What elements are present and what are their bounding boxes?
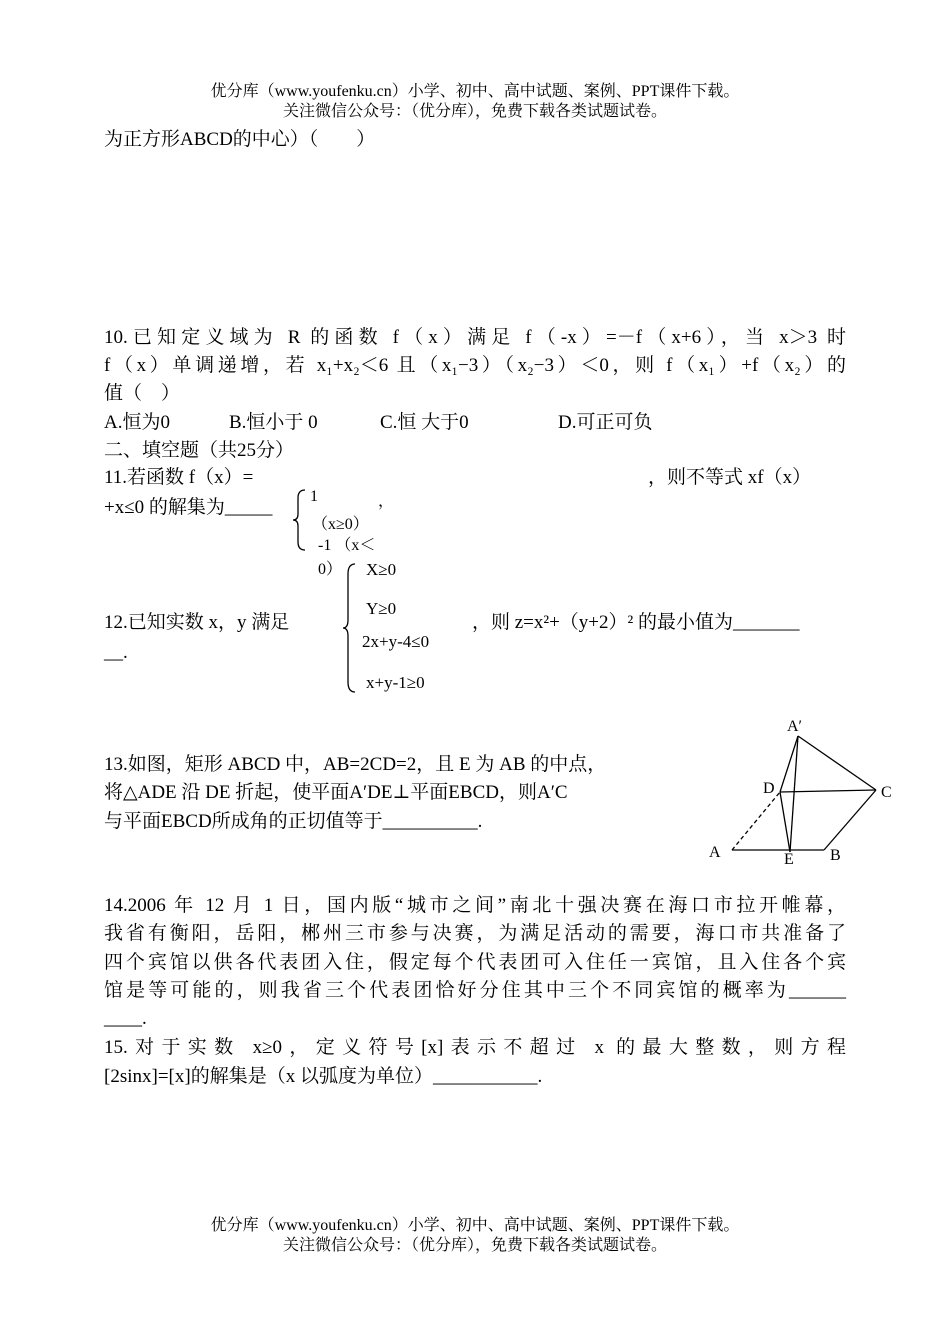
q11-case-2-value: -1 （x＜ [318, 537, 376, 554]
label-a: A [709, 844, 721, 861]
q10-line-2: f（x）单调递增，若 x₁+x₂＜6 且（x₁−3）（x₂−3）＜0，则 f（x₁）+f（x₂）的 [104, 355, 846, 376]
footer-line-1: 优分库（www.youfenku.cn）小学、初中、高中试题、案例、PPT课件下载。 [210, 1217, 740, 1234]
q14-line-4: 馆是等可能的，则我省三个代表团恰好分住其中三个不同宾馆的概率为______ [104, 980, 846, 1001]
edge-a-prime-c [798, 736, 876, 790]
q11-case-2-cond: 0） [318, 561, 343, 578]
q15-line-2: [2sinx]=[x]的解集是（x 以弧度为单位）___________. [104, 1066, 543, 1087]
q10-line-3: 值（ ） [104, 383, 181, 404]
q10-option-c: C.恒 大于0 [380, 412, 469, 433]
q15-line-1: 15.对于实数 x≥0，定义符号[x]表示不超过 x 的最大整数，则方程 [104, 1037, 846, 1058]
q11-comma: ， [378, 493, 395, 510]
header-line-2: 关注微信公众号：（优分库），免费下载各类试题试卷。 [282, 103, 667, 120]
label-d: D [763, 780, 775, 797]
q12-condition-2: Y≥0 [366, 599, 397, 618]
q11-post: ，则不等式 xf（x） [648, 467, 812, 488]
q14-line-5: ____. [104, 1008, 147, 1029]
q12-post: ，则 z=x²+（y+2）² 的最小值为_______ [472, 612, 800, 633]
footer-line-2: 关注微信公众号：（优分库），免费下载各类试题试卷。 [282, 1237, 667, 1254]
q12-pre: 12.已知实数 x，y 满足 [104, 612, 290, 633]
edge-d-e [780, 792, 790, 852]
q10-option-b: B.恒小于 0 [229, 412, 318, 433]
q11-case-1-cond: （x≥0） [312, 516, 369, 533]
section-title: 二、填空题（共25分） [104, 440, 295, 461]
q14-line-2: 我省有衡阳，岳阳，郴州三市参与决赛，为满足活动的需要，海口市共准备了 [104, 923, 846, 944]
label-a-prime: A′ [787, 718, 803, 735]
q11-pre: 11.若函数 f（x）= [104, 467, 254, 488]
q12-condition-3: 2x+y-4≤0 [362, 632, 430, 651]
q10-option-d: D.可正可负 [558, 412, 653, 433]
q14-line-3: 四个宾馆以供各代表团入住，假定每个代表团可入住任一宾馆，且入住各个宾 [104, 952, 846, 973]
q13-line-2: 将△ADE 沿 DE 折起，使平面A′DE⊥平面EBCD，则A′C [104, 782, 568, 803]
q13-line-3: 与平面EBCD所成角的正切值等于__________. [104, 811, 483, 832]
q13-line-1: 13.如图，矩形 ABCD 中，AB=2CD=2，且 E 为 AB 的中点， [104, 754, 607, 775]
edge-a-d-hidden [732, 792, 780, 850]
header-line-1: 优分库（www.youfenku.cn）小学、初中、高中试题、案例、PPT课件下载。 [210, 83, 740, 100]
label-e: E [784, 851, 794, 868]
q12-line-2: __. [104, 642, 128, 663]
q12-condition-4: x+y-1≥0 [366, 673, 425, 692]
q9-tail: 为正方形ABCD的中心）（ ） [104, 129, 376, 150]
q11-line-2: +x≤0 的解集为_____ [104, 497, 273, 518]
q10-option-a: A.恒为0 [104, 412, 170, 433]
q14-line-1: 14.2006 年 12 月 1 日，国内版“城市之间”南北十强决赛在海口市拉开帷幕， [104, 895, 846, 916]
q13-figure [700, 710, 910, 870]
q11-case-1-value: 1 [310, 488, 318, 505]
edge-c-b [824, 790, 876, 850]
label-c: C [881, 784, 892, 801]
q11-brace [292, 488, 308, 552]
q12-condition-1: X≥0 [366, 560, 397, 579]
label-b: B [830, 847, 841, 864]
q10-line-1: 10.已知定义域为 R 的函数 f（x）满足 f（-x）=－f（x+6），当 x＞3 时 [104, 327, 846, 348]
q12-brace [342, 562, 358, 694]
edge-a-prime-e [790, 736, 798, 852]
